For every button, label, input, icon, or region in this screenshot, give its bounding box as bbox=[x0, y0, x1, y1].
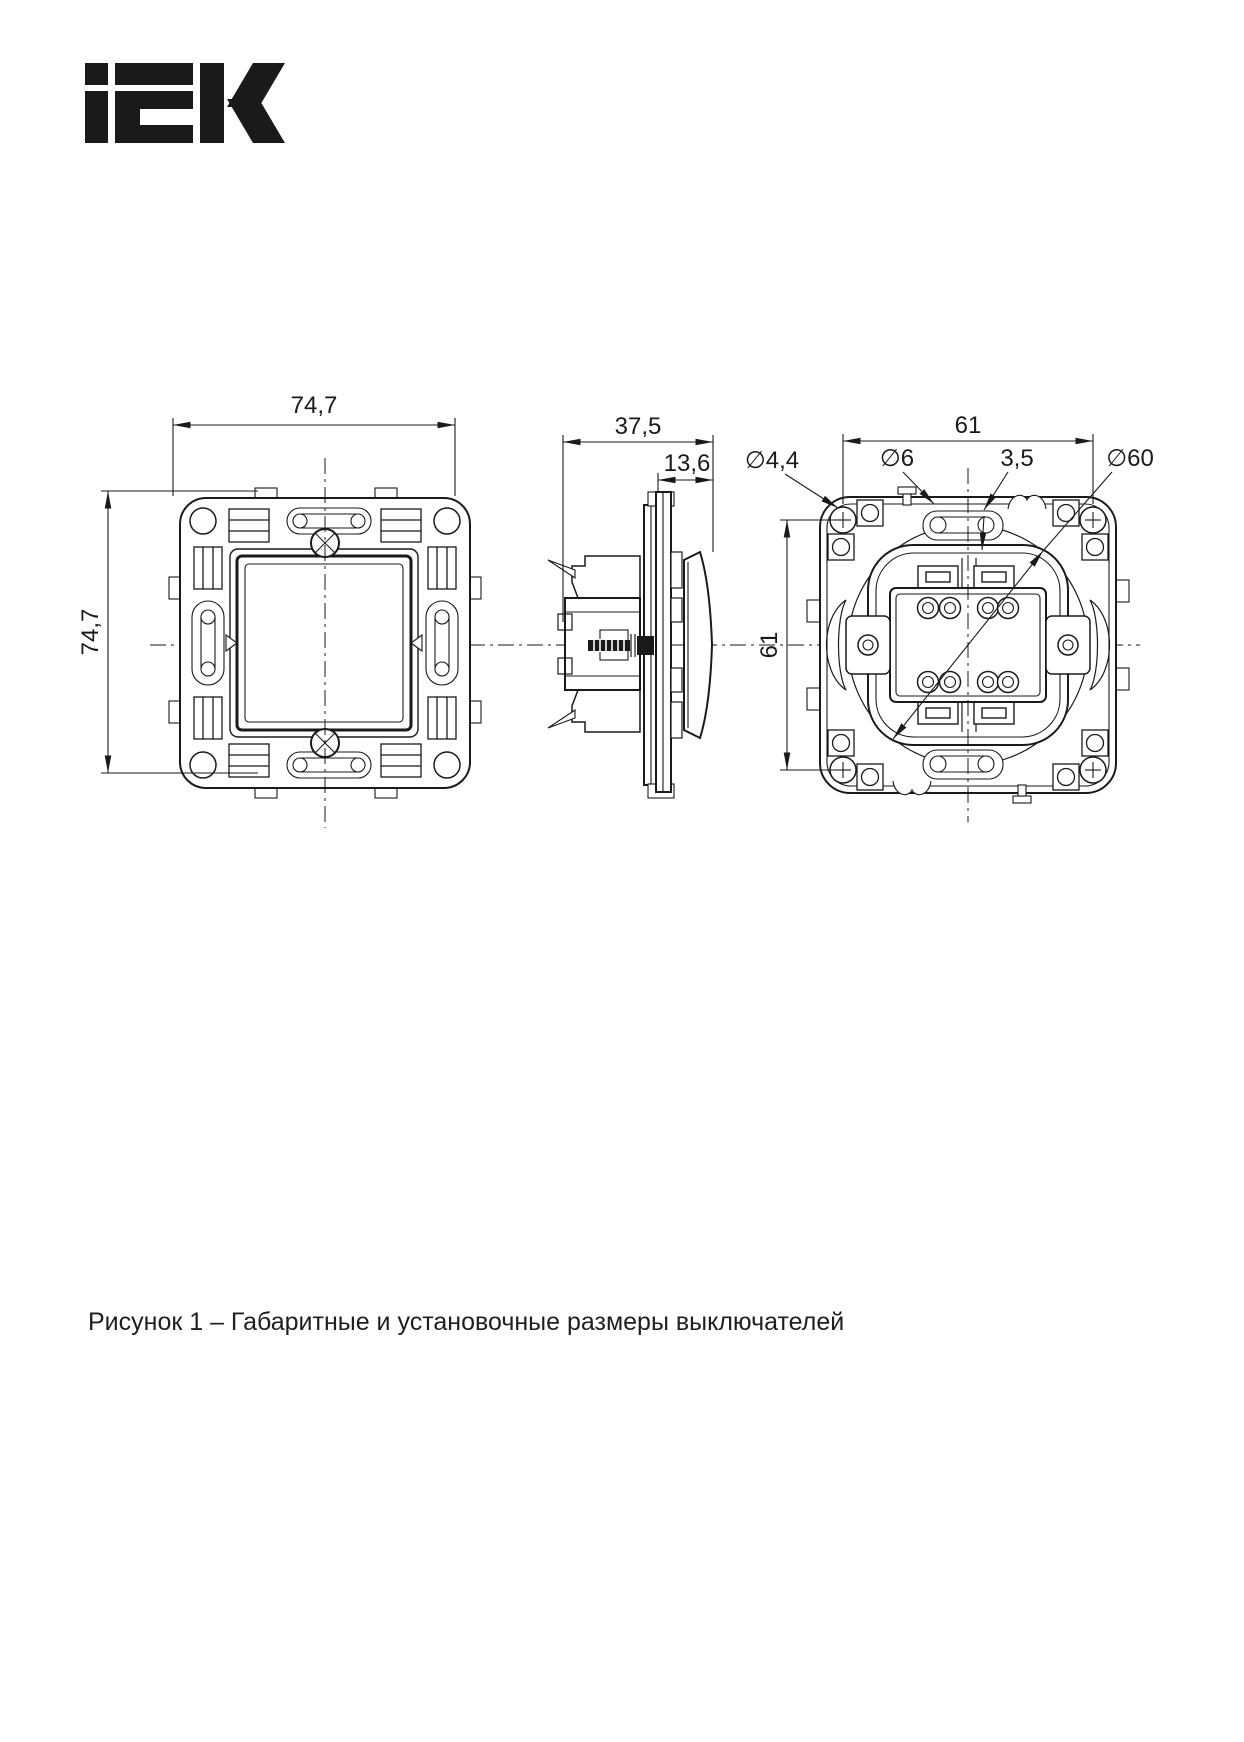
figure-caption: Рисунок 1 – Габаритные и установочные размеры выключателей bbox=[88, 1308, 845, 1336]
dim-corner-hole: ∅4,4 bbox=[744, 447, 800, 474]
logo-k-stem bbox=[200, 63, 224, 143]
logo-e-top bbox=[115, 63, 193, 85]
dim-side-depth: 37,5 bbox=[614, 413, 662, 440]
dim-back-height: 61 bbox=[756, 631, 783, 659]
logo-k-lower-arm bbox=[227, 99, 285, 143]
side-view bbox=[548, 413, 713, 798]
dim-mount-box: ∅60 bbox=[1106, 445, 1154, 472]
dim-front-height: 74,7 bbox=[77, 608, 104, 656]
front-view bbox=[77, 392, 481, 828]
dim-front-width: 74,7 bbox=[290, 392, 338, 419]
claw-spur bbox=[548, 710, 575, 728]
dim-slot-width: 3,5 bbox=[1000, 445, 1034, 472]
logo-i-stem bbox=[85, 91, 108, 143]
back-view bbox=[745, 412, 1154, 822]
logo-i-dot bbox=[85, 63, 108, 85]
iek-logo bbox=[85, 63, 285, 143]
dim-back-width: 61 bbox=[954, 412, 982, 439]
claw-spur bbox=[548, 560, 575, 578]
lower-claw bbox=[572, 690, 640, 732]
dim-slot-hole: ∅6 bbox=[879, 445, 915, 472]
dim-side-protrusion: 13,6 bbox=[663, 450, 711, 477]
upper-claw bbox=[572, 556, 640, 598]
logo-e-notch bbox=[140, 109, 193, 125]
